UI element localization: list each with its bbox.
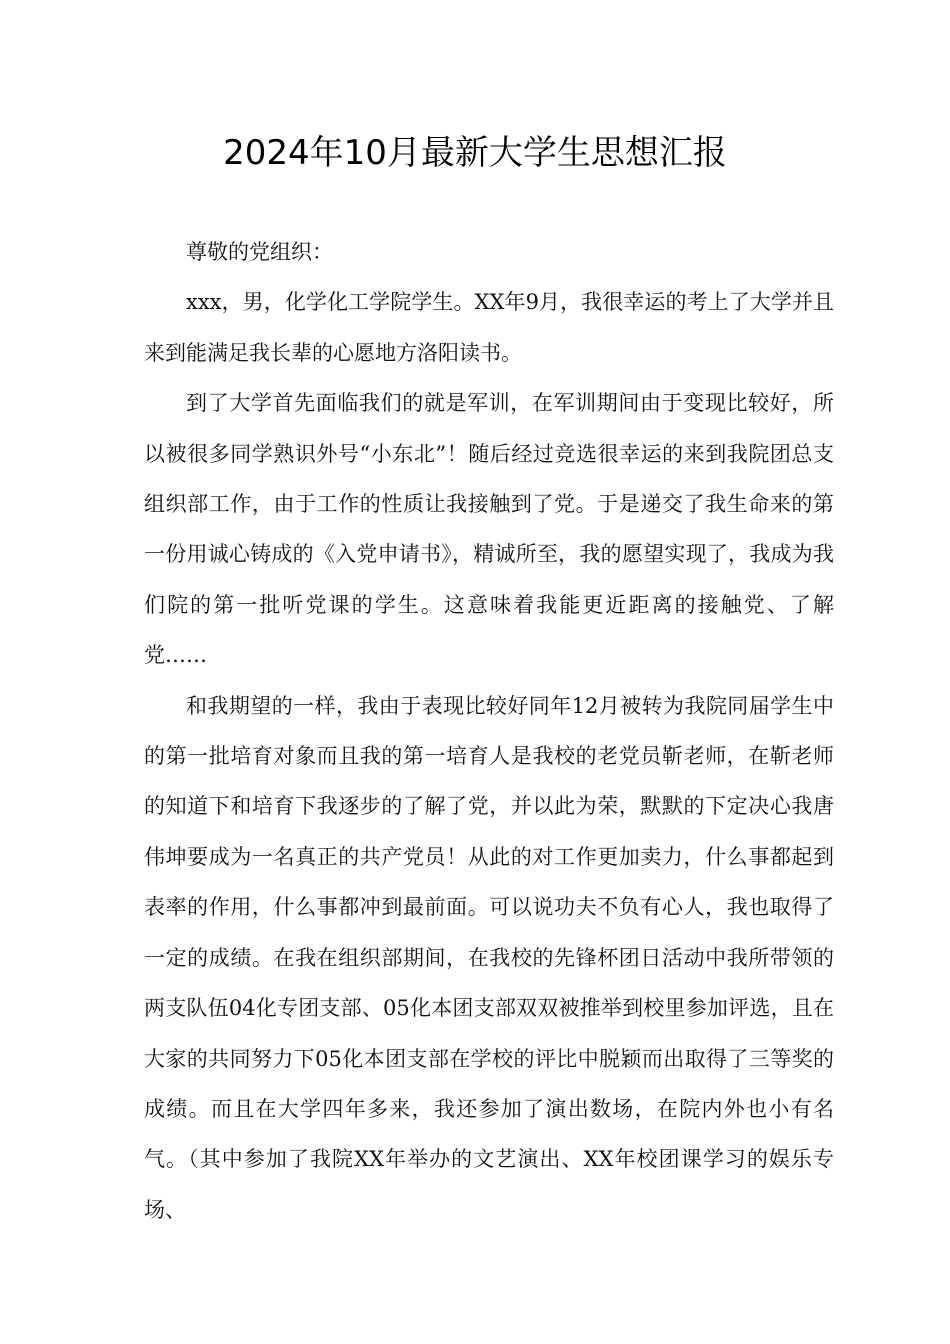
document-title: 2024年10月最新大学生思想汇报	[223, 133, 727, 173]
body-paragraph: 到了大学首先面临我们的就是军训，在军训期间由于变现比较好，所以被很多同学熟识外号“小东北”！随后经过竞选很幸运的来到我院团总支组织部工作，由于工作的性质让我接触到了党。于是递交了我生命来的第一份用诚心铸成的《入党申请书》，精诚所至，我的愿望实现了，我成为我们院的第一批听党课的学生。这意味着我能更近距离的接触党、了解党……	[144, 391, 834, 668]
document-body	[144, 227, 834, 1235]
body-paragraph: 和我期望的一样，我由于表现比较好同年12月被转为我院同届学生中的第一批培育对象而且我的第一培育人是我校的老党员靳老师，在靳老师的知道下和培育下我逐步的了解了党，并以此为荣，默默的下定决心我唐伟坤要成为一名真正的共产党员！从此的对工作更加卖力，什么事都起到表率的作用，什么事都冲到最前面。可以说功夫不负有心人，我也取得了一定的成绩。在我在组织部期间，在我校的先锋杯团日活动中我所带领的两支队伍04化专团支部、05化本团支部双双被推举到校里参加评选，且在大家的共同努力下05化本团支部在学校的评比中脱颖而出取得了三等奖的成绩。而且在大学四年多来，我还参加了演出数场，在院内外也小有名气。（其中参加了我院XX年举办的文艺演出、XX年校团课学习的娱乐专场、	[144, 693, 834, 1222]
salutation-paragraph: 尊敬的党组织：	[186, 240, 333, 264]
body-paragraph: xxx，男，化学化工学院学生。XX年9月，我很幸运的考上了大学并且来到能满足我长辈的心愿地方洛阳读书。	[144, 290, 834, 365]
